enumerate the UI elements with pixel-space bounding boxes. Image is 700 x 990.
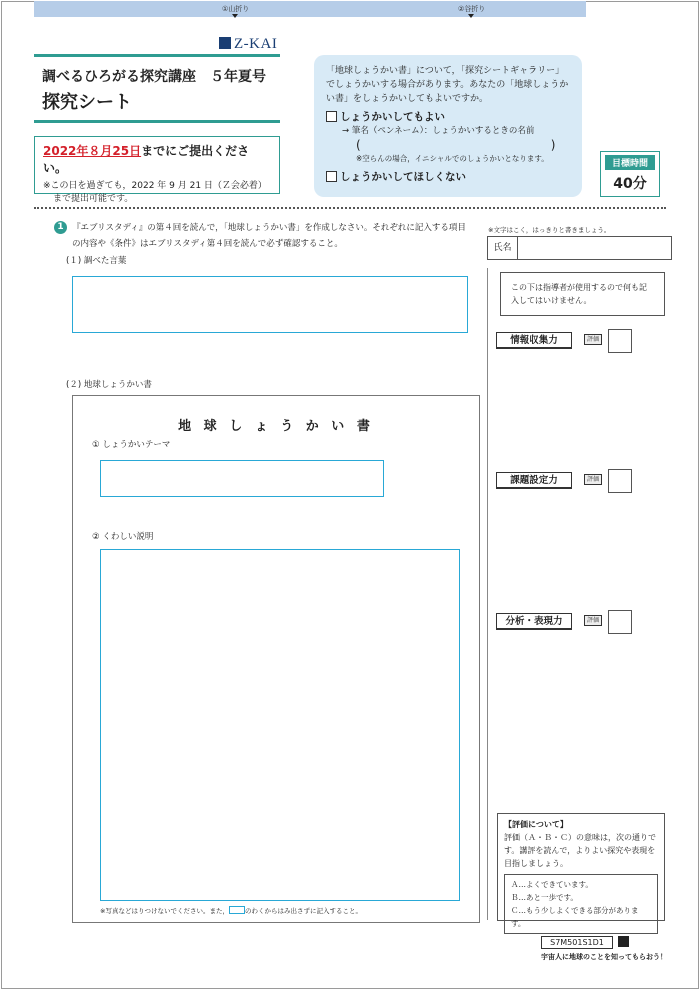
triangle-down-icon: [232, 14, 238, 18]
grade-c: Ｃ…もう少しよくできる部分があります。: [511, 906, 639, 928]
deadline-text: [43, 142, 271, 176]
zkai-mark-icon: [219, 37, 231, 49]
name-field[interactable]: [487, 236, 672, 260]
deadline-note-line1: ※この日を過ぎても，2022 年 9 月 21 日（Ｚ会必着）: [43, 181, 267, 191]
deadline-note: [43, 180, 271, 206]
zkai-logo: [219, 36, 277, 53]
photo-note: [100, 906, 362, 915]
evaluation-grade-list: [504, 874, 658, 934]
target-time-value: 40分: [613, 176, 647, 192]
pen-name-field[interactable]: [326, 138, 570, 152]
deadline-rest: までにご提出ください。: [43, 144, 250, 175]
eval-label-problem-setting: 課題設定力: [496, 472, 572, 489]
title-divider-bottom: [34, 120, 280, 123]
pen-name-label: → 筆名（ペンネーム）：しょうかいするときの名前: [342, 126, 535, 136]
sub1-label: (１) 調べた言葉: [66, 256, 127, 266]
option-allow-label: しょうかいしてもよい: [340, 111, 445, 123]
detail-input[interactable]: [100, 549, 460, 901]
marker-square: [618, 936, 629, 947]
fold-valley-label: ②谷折り: [458, 5, 486, 13]
title-divider-top: [34, 54, 280, 57]
deadline-note-line2: まで提出可能です。: [53, 194, 134, 204]
sheet-code: S7M501S1D1: [541, 936, 613, 949]
column-divider: [487, 268, 488, 920]
fold-mountain-label: ①山折り: [222, 5, 250, 13]
photo-note-b: のわくからはみ出さずに記入すること。: [244, 907, 362, 915]
fold-mountain: [222, 4, 249, 14]
grade-b: Ｂ…あと一歩です。: [511, 893, 578, 902]
fold-guide-bar: [34, 1, 586, 17]
question-text: 『エブリスタディ』の第４回を読んで，「地球しょうかい書」を作成しなさい。それぞれに記入する項目の内容や《条件》はエブリスタディ第４回を読んで必ず確認すること。: [72, 223, 466, 249]
cut-line: [34, 207, 666, 209]
score-box-info-gathering: [608, 329, 632, 353]
evaluation-about-box: [497, 813, 665, 928]
theme-label: ① しょうかいテーマ: [92, 440, 171, 450]
paren-right: ): [550, 138, 556, 152]
score-box-analysis-expression: [608, 610, 632, 634]
hyoka-icon: 評価: [584, 615, 602, 626]
researched-word-input[interactable]: [72, 276, 468, 333]
tagline: 宇宙人に地球のことを知ってもらおう！: [541, 953, 667, 961]
hyoka-icon: 評価: [584, 474, 602, 485]
blank-note: ※空らんの場合，イニシャルでのしょうかいとなります。: [356, 154, 549, 163]
option-deny[interactable]: [326, 170, 570, 184]
eval-label-analysis-expression: 分析・表現力: [496, 613, 572, 630]
score-box-problem-setting: [608, 469, 632, 493]
checkbox-deny[interactable]: [326, 171, 337, 182]
target-time-box: [600, 151, 660, 197]
logo-text: Z-KAI: [234, 36, 278, 52]
name-label: 氏名: [488, 237, 518, 259]
checkbox-allow[interactable]: [326, 111, 337, 122]
fold-valley: [458, 4, 485, 14]
grade-a: Ａ…よくできています。: [511, 880, 593, 889]
target-time-label: 目標時間: [605, 155, 655, 170]
gallery-question: 「地球しょうかい書」について，「探究シートギャラリー」でしょうかいする場合があります。あなたの「地球しょうかい書」をしょうかいしてもよいですか。: [326, 66, 569, 104]
hyoka-icon: 評価: [584, 334, 602, 345]
evaluation-about-title: 【評価について】: [504, 820, 568, 829]
intro-sheet-title: 地 球 し ょ う か い 書: [178, 419, 374, 434]
option-deny-label: しょうかいしてほしくない: [340, 171, 466, 183]
sub2-label: (２) 地球しょうかい書: [66, 380, 152, 390]
instructor-note: この下は指導者が使用するので何も記入してはいけません。: [500, 272, 665, 316]
photo-note-a: ※写真などはりつけないでください。また，: [100, 907, 229, 915]
paren-left: (: [356, 138, 361, 152]
name-note: ※文字はこく，はっきりと書きましょう。: [488, 226, 611, 234]
deadline-date: 2022年８月25日: [43, 144, 142, 158]
theme-input[interactable]: [100, 460, 384, 497]
gallery-permission-box: [314, 55, 582, 197]
question-number: 1: [54, 221, 67, 234]
triangle-down-icon: [468, 14, 474, 18]
deadline-box: [34, 136, 280, 204]
option-allow[interactable]: [326, 110, 570, 124]
course-title: 調べるひろがる探究講座 ５年夏号: [42, 69, 266, 85]
detail-label: ② くわしい説明: [92, 532, 154, 542]
evaluation-about-text: 評価（Ａ・Ｂ・Ｃ）の意味は，次の通りです。講評を読んで，よりよい探究や表現を目指しましょう。: [504, 833, 656, 868]
frame-sample-icon: [229, 906, 245, 914]
sheet-title: 探究シート: [42, 92, 132, 113]
eval-label-info-gathering: 情報収集力: [496, 332, 572, 349]
